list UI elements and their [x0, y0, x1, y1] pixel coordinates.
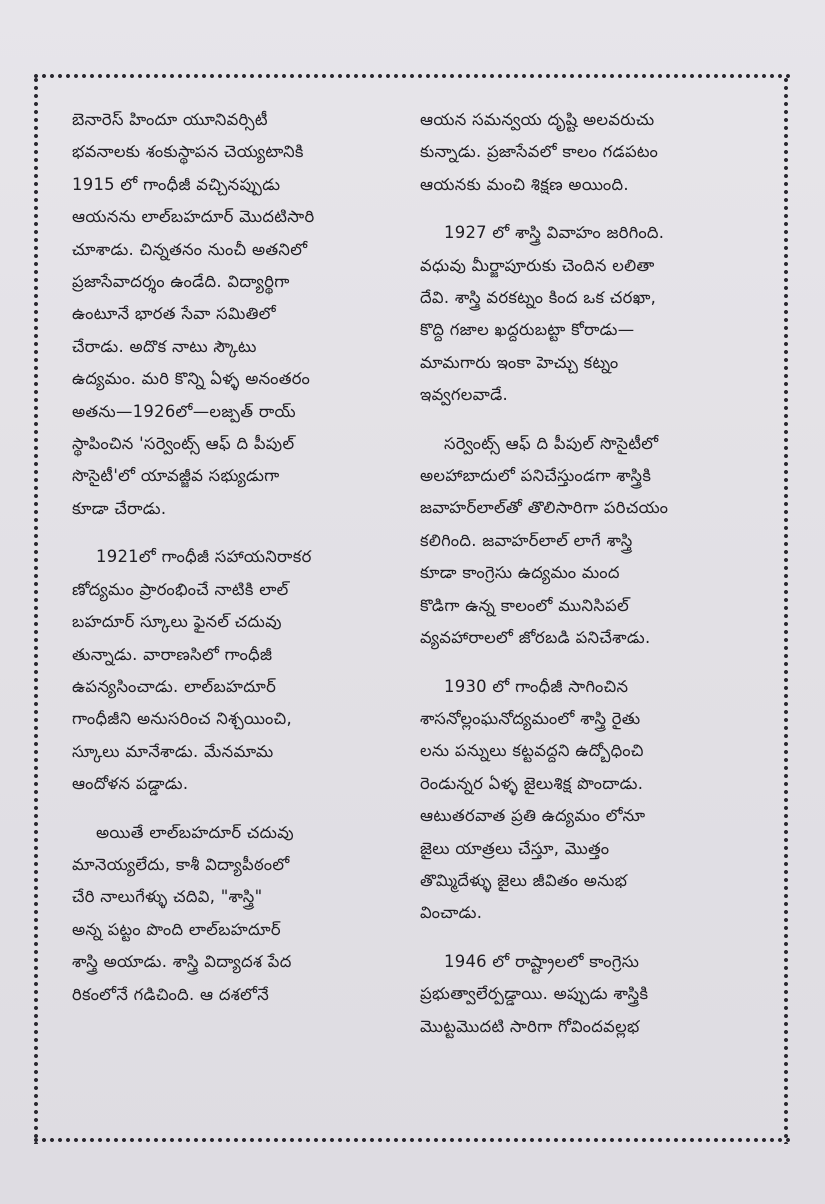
text-line: కున్నాడు. ప్రజాసేవలో కాలం గడపటం	[420, 142, 659, 162]
paragraph	[72, 104, 390, 525]
paragraph	[420, 946, 738, 1043]
text-line: తున్నాడు. వారాణసిలో గాంధీజీ	[72, 644, 273, 664]
dotted-border-bottom	[32, 1136, 790, 1144]
text-line: చేరాడు. అదొక నాటు స్కౌటు	[72, 336, 257, 356]
text-line: బహదూర్ స్కూలు ఫైనల్ చదువు	[72, 612, 282, 632]
text-line: ఆందోళన పడ్డాడు.	[72, 774, 189, 794]
text-line: బెనారెస్ హిందూ యూనివర్సిటీ	[72, 110, 268, 129]
text-line: వించాడు.	[420, 903, 483, 923]
dotted-border-right	[782, 76, 790, 1144]
text-line: మానెయ్యలేదు, కాశీ విద్యాపీఠంలో	[72, 854, 290, 874]
text-line: 1915 లో గాంధీజీ వచ్చినప్పుడు	[72, 174, 281, 194]
text-line: అలహాబాదులో పనిచేస్తుండగా శాస్త్రికి	[420, 466, 652, 486]
text-line: తొమ్మిదేళ్ళు జైలు జీవితం అనుభ	[420, 870, 628, 890]
text-line: ప్రభుత్వాలేర్పడ్డాయి. అప్పుడు శాస్త్రికి	[420, 984, 649, 1004]
text-line: జవాహర్‌లాల్‌తో తొలిసారిగా పరిచయం	[420, 498, 669, 518]
paragraph	[72, 817, 390, 1011]
text-line: ఉపన్యసించాడు. లాల్‌బహదూర్	[72, 676, 277, 696]
text-line: ప్రజాసేవాదర్శం ఉండేది. విద్యార్థిగా	[72, 272, 290, 292]
dotted-border-top	[32, 72, 790, 80]
text-line: ఆయన సమన్వయ దృష్టి అలవరుచు	[420, 110, 655, 129]
text-line: అన్న పట్టం పొంది లాల్‌బహదూర్	[72, 919, 281, 939]
text-line: ఉద్యమం. మరి కొన్ని ఏళ్ళ అనంతరం	[72, 369, 311, 389]
paragraph	[420, 428, 738, 655]
right-text-column	[420, 104, 738, 1059]
text-line: చేరి నాలుగేళ్ళు చదివి, "శాస్త్రి"	[72, 887, 263, 907]
text-line: దేవి. శాస్త్రి వరకట్నం కింద ఒక చరఖా,	[420, 288, 657, 308]
text-line: కొడిగా ఉన్న కాలంలో మునిసిపల్	[420, 595, 630, 615]
text-line: వ్యవహారాలలో జోరబడి పనిచేశాడు.	[420, 628, 651, 648]
paragraph	[72, 541, 390, 800]
text-line: స్కూలు మానేశాడు. మేనమామ	[72, 741, 274, 761]
text-line: రెండున్నర ఏళ్ళ జైలుశిక్ష పొందాడు.	[420, 773, 644, 793]
text-line: గాంధీజీని అనుసరించ నిశ్చయించి,	[72, 709, 292, 729]
text-line: ఆయనను లాల్‌బహదూర్ మొదటిసారి	[72, 207, 315, 227]
text-line: ఆటుతరవాత ప్రతి ఉద్యమం లోనూ	[420, 806, 646, 826]
text-line: కొద్ది గజాల ఖద్దరుబట్టా కోరాడు—	[420, 320, 635, 340]
text-line: 1930 లో గాంధీజీ సాగించిన	[444, 676, 629, 696]
paragraph	[420, 671, 738, 930]
text-line: 1921లో గాంధీజీ సహాయనిరాకర	[96, 547, 312, 567]
left-text-column	[72, 104, 390, 1027]
text-line: జైలు యాత్రలు చేస్తూ, మొత్తం	[420, 838, 610, 858]
text-line: శాస్త్రి అయాడు. శాస్త్రి విద్యాదశ పేద	[72, 952, 292, 972]
text-line: ఆయనకు మంచి శిక్షణ అయింది.	[420, 174, 629, 194]
paragraph	[420, 217, 738, 411]
paragraph	[420, 104, 738, 201]
text-line: వధువు మీర్జాపూరుకు చెందిన లలితా	[420, 255, 655, 275]
text-line: 1946 లో రాష్ట్రాలలో కాంగ్రెసు	[444, 951, 640, 971]
text-line: అతను—1926లో—లజ్పత్ రాయ్	[72, 401, 296, 421]
text-line: కూడా చేరాడు.	[72, 498, 167, 518]
text-line: సొసైటీ'లో యావజ్జీవ సభ్యుడుగా	[72, 466, 280, 486]
text-line: ఉంటూనే భారత సేవా సమితిలో	[72, 304, 276, 324]
text-line: మామగారు ఇంకా హెచ్చు కట్నం	[420, 352, 619, 372]
text-line: కూడా కాంగ్రెసు ఉద్యమం మంద	[420, 563, 620, 583]
text-line: 1927 లో శాస్త్రి వివాహం జరిగింది.	[444, 223, 665, 243]
text-line: ణోద్యమం ప్రారంభించే నాటికి లాల్	[72, 579, 289, 599]
dotted-border-left	[32, 76, 40, 1144]
text-line: శాసనోల్లంఘనోద్యమంలో శాస్త్రి రైతు	[420, 708, 641, 728]
text-line: రికంలోనే గడిచింది. ఆ దశలోనే	[72, 984, 270, 1004]
text-line: అయితే లాల్‌బహదూర్ చదువు	[96, 822, 294, 842]
text-line: ఇవ్వగలవాడే.	[420, 385, 509, 405]
text-line: మొట్టమొదటి సారిగా గోవిందవల్లభ	[420, 1016, 640, 1036]
text-line: సర్వెంట్స్ ఆఫ్ ది పీపుల్ సొసైటీలో	[444, 433, 659, 453]
text-line: చూశాడు. చిన్నతనం నుంచీ అతనిలో	[72, 239, 308, 259]
text-line: లను పన్నులు కట్టవద్దని ఉద్బోధించి	[420, 741, 644, 761]
text-line: భవనాలకు శంకుస్థాపన చెయ్యటానికి	[72, 142, 304, 162]
text-line: కలిగింది. జవాహర్‌లాల్ లాగే శాస్త్రి	[420, 530, 633, 550]
text-line: స్థాపించిన 'సర్వెంట్స్ ఆఫ్ ది పీపుల్	[72, 434, 295, 454]
